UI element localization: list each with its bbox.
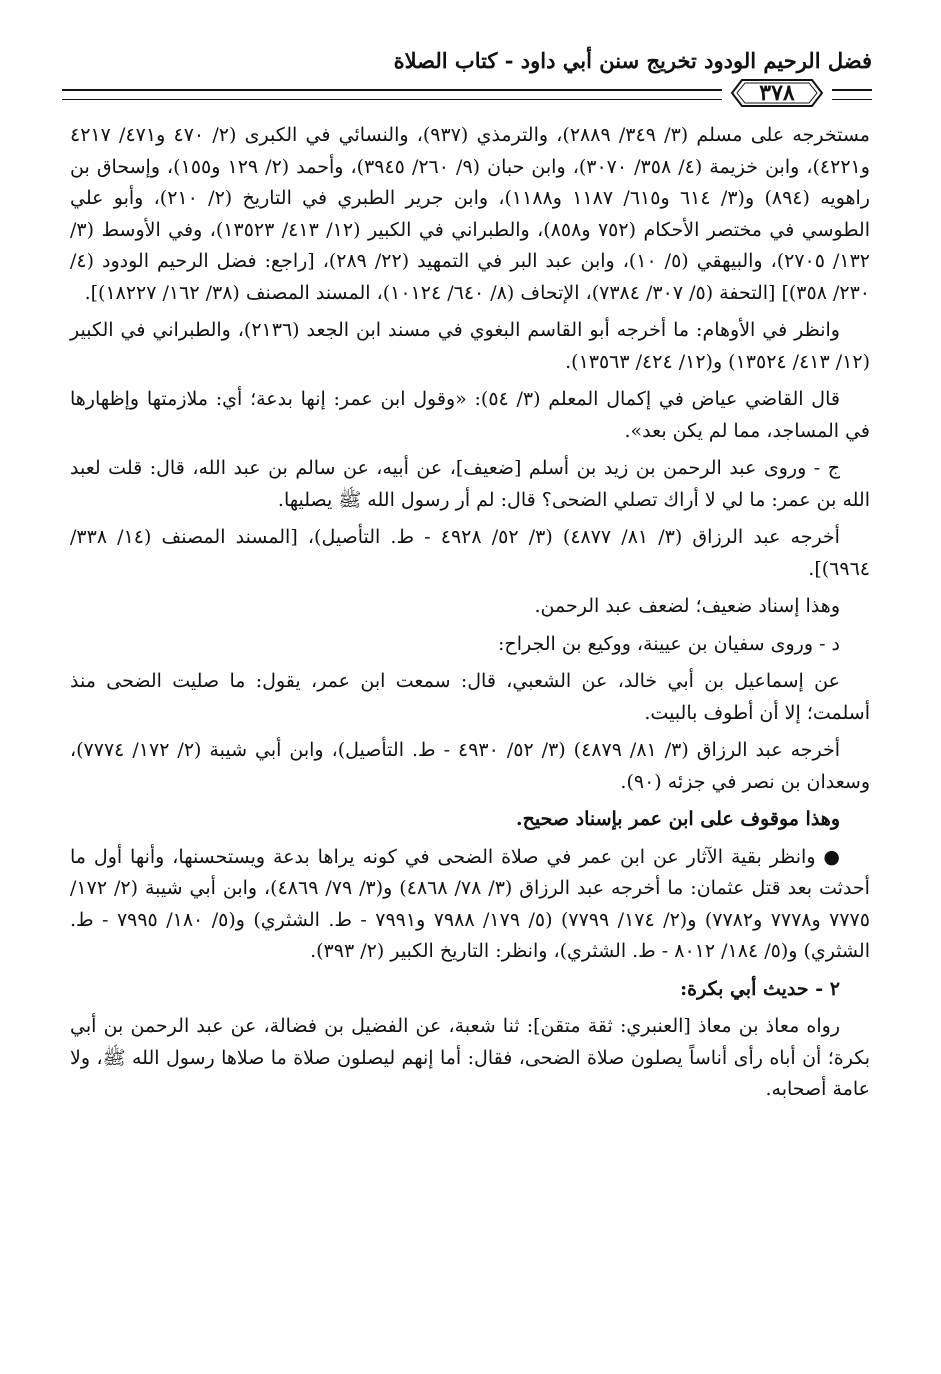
paragraph-13: رواه معاذ بن معاذ [العنبري: ثقة متقن]: ثنا شعبة، عن الفضيل بن فضالة، عن عبد الرحمن بن أبي بكرة؛ أن أباه رأى أناساً يصلون صلاة الضحى، فقال: أما إنهم ليصلون صلاة ما صلاها رسول الله ﷺ، ولا عامة أصحابه. bbox=[70, 1015, 870, 1100]
page-number-frame bbox=[730, 78, 824, 108]
page-number: ٣٧٨ bbox=[759, 80, 795, 106]
header-rule-right bbox=[832, 89, 872, 100]
paragraph-10: وهذا موقوف على ابن عمر بإسناد صحيح. bbox=[515, 808, 840, 830]
paragraph-12: ٢ - حديث أبي بكرة: bbox=[680, 977, 840, 1000]
paragraph-9: أخرجه عبد الرزاق (٣/ ٨١/ ٤٨٧٩) (٣/ ٥٢/ ٤٩٣٠ - ط. التأصيل)، وابن أبي شيبة (٢/ ١٧٢/ ٧٧٧٤)، وسعدان بن نصر في جزئه (٩٠). bbox=[70, 739, 870, 793]
paragraph-4: ج - وروى عبد الرحمن بن زيد بن أسلم [ضعيف]، عن أبيه، عن سالم بن عبد الله، قال: قلت لعبد الله بن عمر: ما لي لا أراك تصلي الضحى؟ قال: لم أر رسول الله ﷺ يصليها. bbox=[70, 457, 870, 511]
paragraph-8: عن إسماعيل بن أبي خالد، عن الشعبي، قال: سمعت ابن عمر، يقول: ما صليت الضحى منذ أسلمت؛ إلا أن أطوف بالبيت. bbox=[70, 670, 870, 724]
paragraph-5: أخرجه عبد الرزاق (٣/ ٨١/ ٤٨٧٧) (٣/ ٥٢/ ٤٩٢٨ - ط. التأصيل)، [المسند المصنف (١٤/ ٣٣٨/ ٦٩٦٤)]. bbox=[70, 526, 870, 580]
main-text bbox=[70, 120, 870, 1112]
paragraph-2: وانظر في الأوهام: ما أخرجه أبو القاسم البغوي في مسند ابن الجعد (٢١٣٦)، والطبراني في الكبير (١٢/ ٤١٣/ ١٣٥٢٤) و(١٢/ ٤٢٤/ ١٣٥٦٣). bbox=[70, 319, 870, 373]
page-header bbox=[62, 40, 872, 110]
running-title: فضل الرحيم الودود تخريج سنن أبي داود - كتاب الصلاة bbox=[393, 48, 872, 73]
paragraph-7: د - وروى سفيان بن عيينة، ووكيع بن الجراح: bbox=[498, 632, 840, 655]
paragraph-11: ● وانظر بقية الآثار عن ابن عمر في صلاة الضحى في كونه يراها بدعة ويستحسنها، وأنها أول ما أحدثت بعد قتل عثمان: ما أخرجه عبد الرزاق (٣/ ٧٨/ ٤٨٦٨) و(٣/ ٧٩/ ٤٨٦٩)، وابن أبي شيبة (٢/ ١٧٢/ ٧٧٧٥ و٧٧٧٨ و٧٧٨٢) و(٢/ ١٧٤/ ٧٧٩٩) (٥/ ١٧٩/ ٧٩٨٨ و٧٩٩١ - ط. الشثري) و(٥/ ١٨٠/ ٧٩٩٥ - ط. الشثري) و(٥/ ١٨٤/ ٨٠١٢ - ط. الشثري)، وانظر: التاريخ الكبير (٢/ ٣٩٣). bbox=[70, 845, 870, 962]
header-rule-left bbox=[62, 89, 722, 100]
paragraph-3: قال القاضي عياض في إكمال المعلم (٣/ ٥٤): «وقول ابن عمر: إنها بدعة؛ أي: ملازمتها وإظهارها في المساجد، مما لم يكن بعد». bbox=[70, 388, 870, 442]
paragraph-6: وهذا إسناد ضعيف؛ لضعف عبد الرحمن. bbox=[534, 595, 840, 617]
paragraph-1: مستخرجه على مسلم (٣/ ٣٤٩/ ٢٨٨٩)، والترمذي (٩٣٧)، والنسائي في الكبرى (٢/ ٤٧٠ و٤٧١/ ٤٢١٧ و٤٢٢١)، وابن خزيمة (٤/ ٣٥٨/ ٣٠٧٠)، وابن حبان (٩/ ٢٦٠/ ٣٩٤٥)، وأحمد (٢/ ١٢٩ و١٥٥)، وإسحاق بن راهويه (٨٩٤) و(٣/ ٦١٤ و٦١٥/ ١١٨٧ و١١٨٨)، وابن جرير الطبري في التاريخ (٢/ ٢١٠)، وأبو علي الطوسي في مختصر الأحكام (٧٥٢ و٨٥٨)، والطبراني في الكبير (١٢/ ٤١٣/ ١٣٥٢٣)، وفي الأوسط (٣/ ١٣٢/ ٢٧٠٥)، والبيهقي (٥/ ١٠)، وابن عبد البر في التمهيد (٢٢/ ٢٨٩)، [راجع: فضل الرحيم الودود (٤/ ٢٣٠/ ٣٥٨)] [التحفة (٥/ ٣٠٧/ ٧٣٨٤)، الإتحاف (٨/ ٦٤٠/ ١٠١٢٤)، المسند المصنف (٣٨/ ١٦٢/ ١٨٢٢٧)]. bbox=[70, 124, 870, 304]
